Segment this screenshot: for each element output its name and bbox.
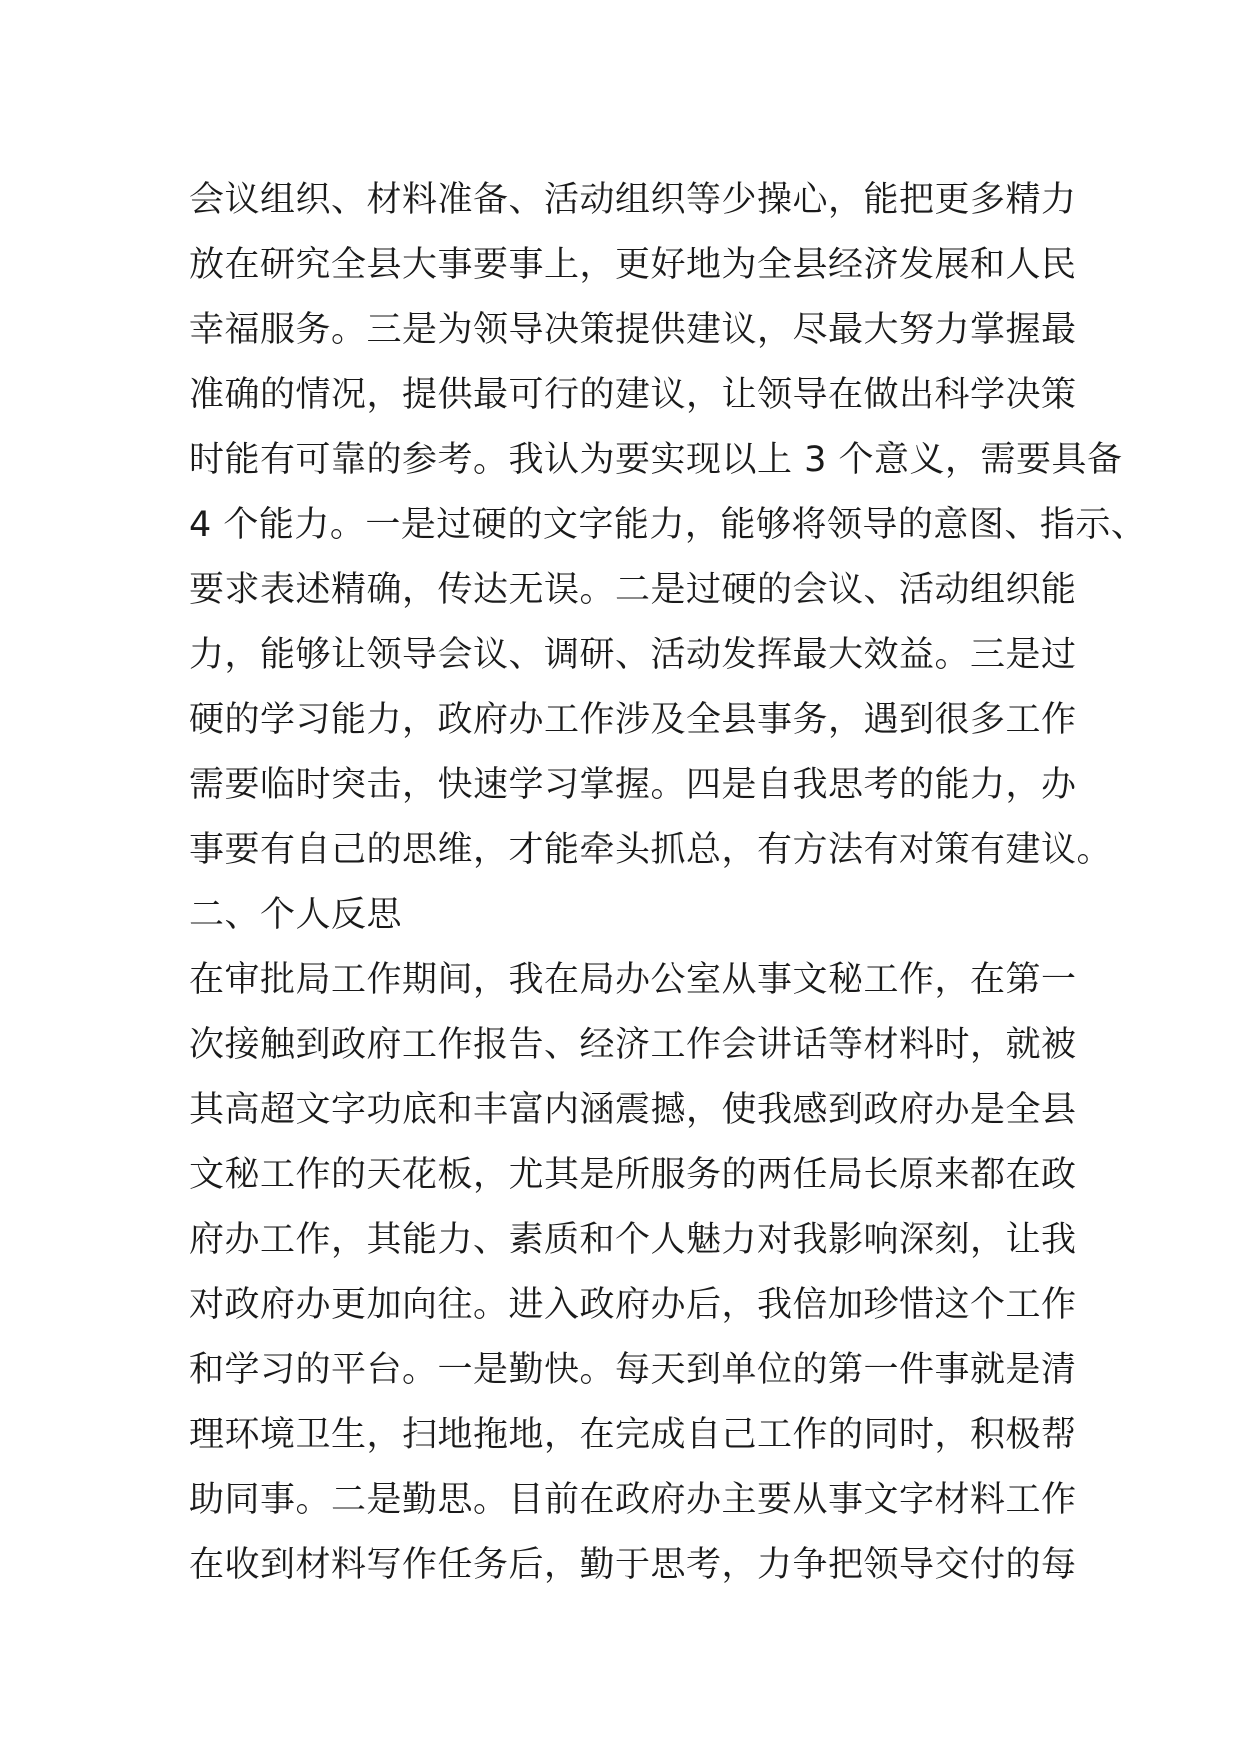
text-line: 力，能够让领导会议、调研、活动发挥最大效益。三是过 (189, 635, 1077, 675)
text-line: 硬的学习能力，政府办工作涉及全县事务，遇到很多工作 (189, 700, 1077, 740)
text-line: 次接触到政府工作报告、经济工作会讲话等材料时，就被 (189, 1025, 1077, 1065)
text-line: 对政府办更加向往。进入政府办后，我倍加珍惜这个工作 (189, 1285, 1077, 1325)
text-line: 在收到材料写作任务后，勤于思考，力争把领导交付的每 (189, 1545, 1077, 1585)
text-line: 其高超文字功底和丰富内涵震撼，使我感到政府办是全县 (189, 1090, 1077, 1130)
text-line: 会议组织、材料准备、活动组织等少操心，能把更多精力 (189, 180, 1077, 220)
text-line: 府办工作，其能力、素质和个人魅力对我影响深刻，让我 (189, 1220, 1077, 1260)
text-line: 在审批局工作期间，我在局办公室从事文秘工作，在第一 (189, 960, 1077, 1000)
text-line: 文秘工作的天花板，尤其是所服务的两任局长原来都在政 (189, 1155, 1077, 1195)
body-text (189, 168, 1147, 1598)
text-line: 要求表述精确，传达无误。二是过硬的会议、活动组织能 (189, 570, 1077, 610)
text-line: 需要临时突击，快速学习掌握。四是自我思考的能力，办 (189, 765, 1077, 805)
text-line: 时能有可靠的参考。我认为要实现以上 3 个意义，需要具备 (189, 440, 1123, 480)
section-heading: 二、个人反思 (189, 895, 403, 935)
text-line: 理环境卫生，扫地拖地，在完成自己工作的同时，积极帮 (189, 1415, 1077, 1455)
text-line: 准确的情况，提供最可行的建议，让领导在做出科学决策 (189, 375, 1077, 415)
text-line: 事要有自己的思维，才能牵头抓总，有方法有对策有建议。 (189, 830, 1113, 870)
text-line: 和学习的平台。一是勤快。每天到单位的第一件事就是清 (189, 1350, 1077, 1390)
text-line: 助同事。二是勤思。目前在政府办主要从事文字材料工作 (189, 1480, 1077, 1520)
text-line: 幸福服务。三是为领导决策提供建议，尽最大努力掌握最 (189, 310, 1077, 350)
text-line: 放在研究全县大事要事上，更好地为全县经济发展和人民 (189, 245, 1077, 285)
text-line: 4 个能力。一是过硬的文字能力，能够将领导的意图、指示、 (189, 505, 1147, 545)
